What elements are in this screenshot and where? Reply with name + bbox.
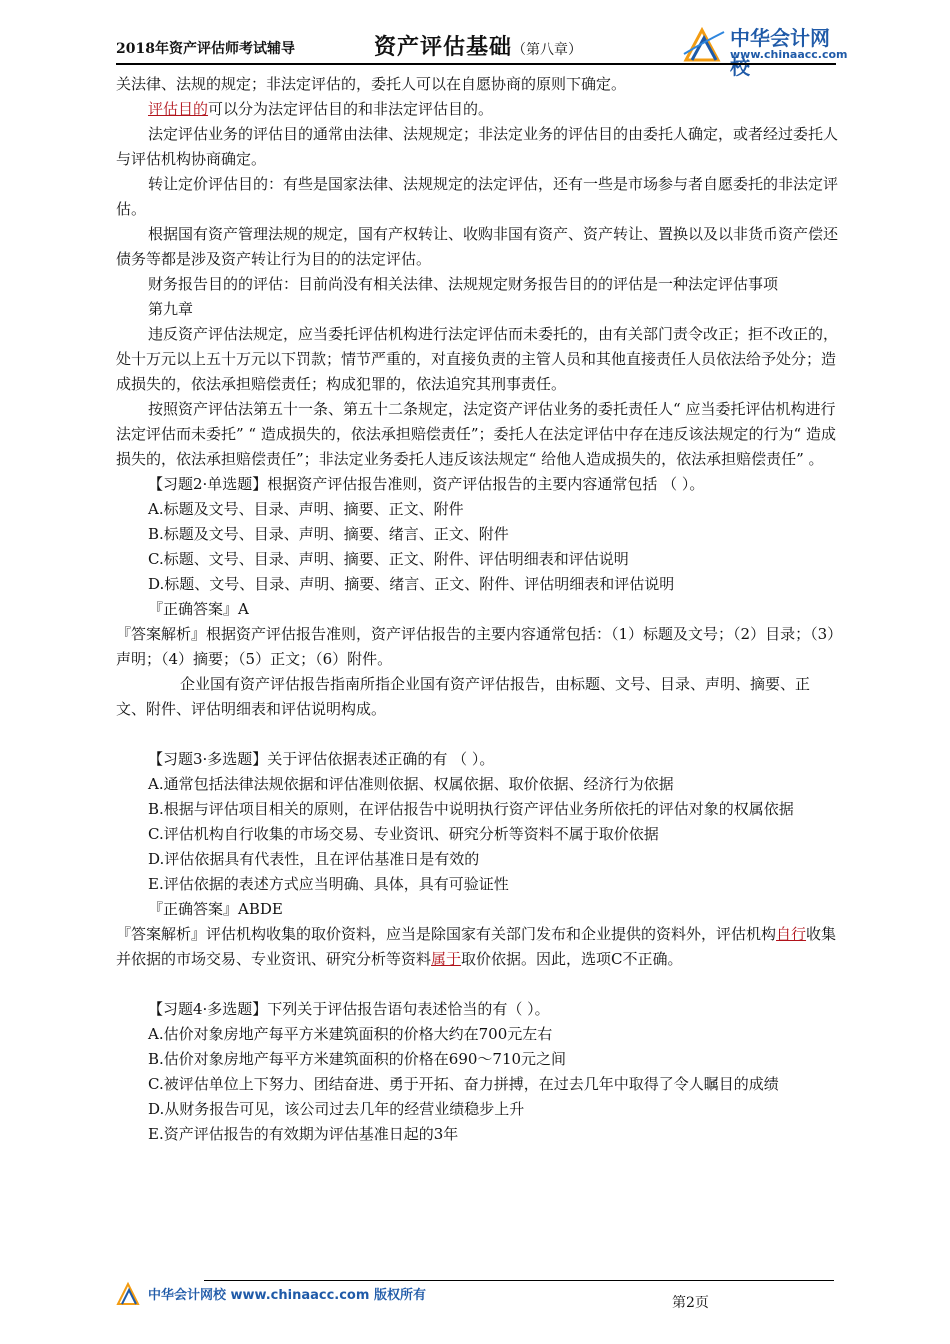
paragraph: 财务报告目的的评估：目前尚没有相关法律、法规规定财务报告目的的评估是一种法定评估事项 [148, 275, 779, 293]
question-option: B.估价对象房地产每平方米建筑面积的价格在690～710元之间 [148, 1050, 567, 1068]
question-stem: 【习题2·单选题】根据资产评估报告准则，资产评估报告的主要内容通常包括 （ ）。 [148, 475, 705, 493]
document-body [116, 72, 838, 1147]
question-option: D.从财务报告可见，该公司过去几年的经营业绩稳步上升 [148, 1100, 525, 1118]
chapter-label: （第八章） [512, 42, 583, 58]
question-stem: 【习题4·多选题】下列关于评估报告语句表述恰当的有（ ）。 [148, 1000, 550, 1018]
header-exam-title: 2018年资产评估师考试辅导 [116, 41, 295, 57]
analysis-text: 取价依据。因此，选项C不正确。 [461, 950, 683, 968]
question-stem: 【习题3·多选题】关于评估依据表述正确的有 （ ）。 [148, 750, 495, 768]
highlighted-term: 属于 [431, 950, 462, 968]
analysis-text: 『答案解析』评估机构收集的取价资料，应当是除国家有关部门发布和企业提供的资料外，评估机构 [116, 925, 777, 943]
page-header [116, 22, 848, 79]
footer-divider [204, 1280, 834, 1281]
question-option: D.评估依据具有代表性，且在评估基准日是有效的 [148, 850, 480, 868]
logo-icon [682, 24, 726, 64]
footer-logo-icon [116, 1280, 142, 1306]
highlighted-term: 自行 [776, 925, 807, 943]
logo-url: www.chinaacc.com [730, 48, 848, 61]
analysis-note: 企业国有资产评估报告指南所指企业国有资产评估报告，由标题、文号、目录、声明、摘要、正文、附件、评估明细表和评估说明构成。 [116, 675, 811, 718]
paragraph: 根据国有资产管理法规的规定，国有产权转让、收购非国有资产、资产转让、置换以及以非货币资产偿还债务等都是涉及资产转让行为目的的法定评估。 [116, 225, 839, 268]
question-option: B.根据与评估项目相关的原则，在评估报告中说明执行资产评估业务所依托的评估对象的权属依据 [148, 800, 794, 818]
paragraph-text: 可以分为法定评估目的和非法定评估目的。 [208, 100, 494, 118]
question-option: A.通常包括法律法规依据和评估准则依据、权属依据、取价依据、经济行为依据 [148, 775, 674, 793]
header-course-title [374, 30, 582, 61]
paragraph: 法定评估业务的评估目的通常由法律、法规规定；非法定业务的评估目的由委托人确定，或者经过委托人与评估机构协商确定。 [116, 125, 839, 168]
question-option: D.标题、文号、目录、声明、摘要、绪言、正文、附件、评估明细表和评估说明 [148, 575, 675, 593]
course-title: 资产评估基础 [374, 34, 513, 60]
question-option: C.标题、文号、目录、声明、摘要、正文、附件、评估明细表和评估说明 [148, 550, 629, 568]
analysis-text: 收集并依据的市场交易、专业资讯、研究分析等资料 [116, 925, 837, 968]
highlighted-term: 评估目的 [148, 100, 209, 118]
chapter-heading: 第九章 [148, 300, 194, 318]
paragraph [116, 97, 838, 122]
question-option: B.标题及文号、目录、声明、摘要、绪言、正文、附件 [148, 525, 509, 543]
paragraph: 关法律、法规的规定；非法定评估的，委托人可以在自愿协商的原则下确定。 [116, 75, 627, 93]
question-option: E.评估依据的表述方式应当明确、具体，具有可验证性 [148, 875, 509, 893]
page-number: 第2页 [672, 1295, 709, 1311]
paragraph: 按照资产评估法第五十一条、第五十二条规定，法定资产评估业务的委托责任人“ 应当委托评估机构进行法定评估而未委托” “ 造成损失的，依法承担赔偿责任”；委托人在法定评估中存在违反该法规定的行为“ 造成损失的，依法承担赔偿责任”；非法定业务委托人违反该法规定“ 给他人造成损失的，依法承担赔偿责任” 。 [116, 400, 836, 468]
question-option: A.标题及文号、目录、声明、摘要、正文、附件 [148, 500, 464, 518]
logo-name: 中华会计网校 [730, 26, 830, 79]
spacer [116, 972, 838, 997]
page-footer [116, 1276, 836, 1316]
question-option: A.估价对象房地产每平方米建筑面积的价格大约在700元左右 [148, 1025, 553, 1043]
question-option: E.资产评估报告的有效期为评估基准日起的3年 [148, 1125, 459, 1143]
header-divider [116, 63, 836, 65]
answer-analysis [116, 922, 838, 972]
brand-logo [682, 22, 848, 79]
paragraph: 违反资产评估法规定，应当委托评估机构进行法定评估而未委托的，由有关部门责令改正；拒不改正的，处十万元以上五十万元以下罚款；情节严重的，对直接负责的主管人员和其他直接责任人员依法给予处分；造成损失的，依法承担赔偿责任；构成犯罪的，依法追究其刑事责任。 [116, 325, 839, 393]
question-option: C.评估机构自行收集的市场交易、专业资讯、研究分析等资料不属于取价依据 [148, 825, 659, 843]
footer-copyright: 中华会计网校 www.chinaacc.com 版权所有 [148, 1288, 426, 1303]
answer-analysis: 『答案解析』根据资产评估报告准则，资产评估报告的主要内容通常包括：（1）标题及文号；（2）目录；（3）声明；（4）摘要；（5）正文；（6）附件。 [116, 625, 835, 668]
spacer [116, 722, 838, 747]
correct-answer: 『正确答案』A [148, 600, 249, 618]
correct-answer: 『正确答案』ABDE [148, 900, 283, 918]
paragraph: 转让定价评估目的：有些是国家法律、法规规定的法定评估，还有一些是市场参与者自愿委托的非法定评估。 [116, 175, 839, 218]
question-option: C.被评估单位上下努力、团结奋进、勇于开拓、奋力拼搏，在过去几年中取得了令人瞩目的成绩 [148, 1075, 779, 1093]
